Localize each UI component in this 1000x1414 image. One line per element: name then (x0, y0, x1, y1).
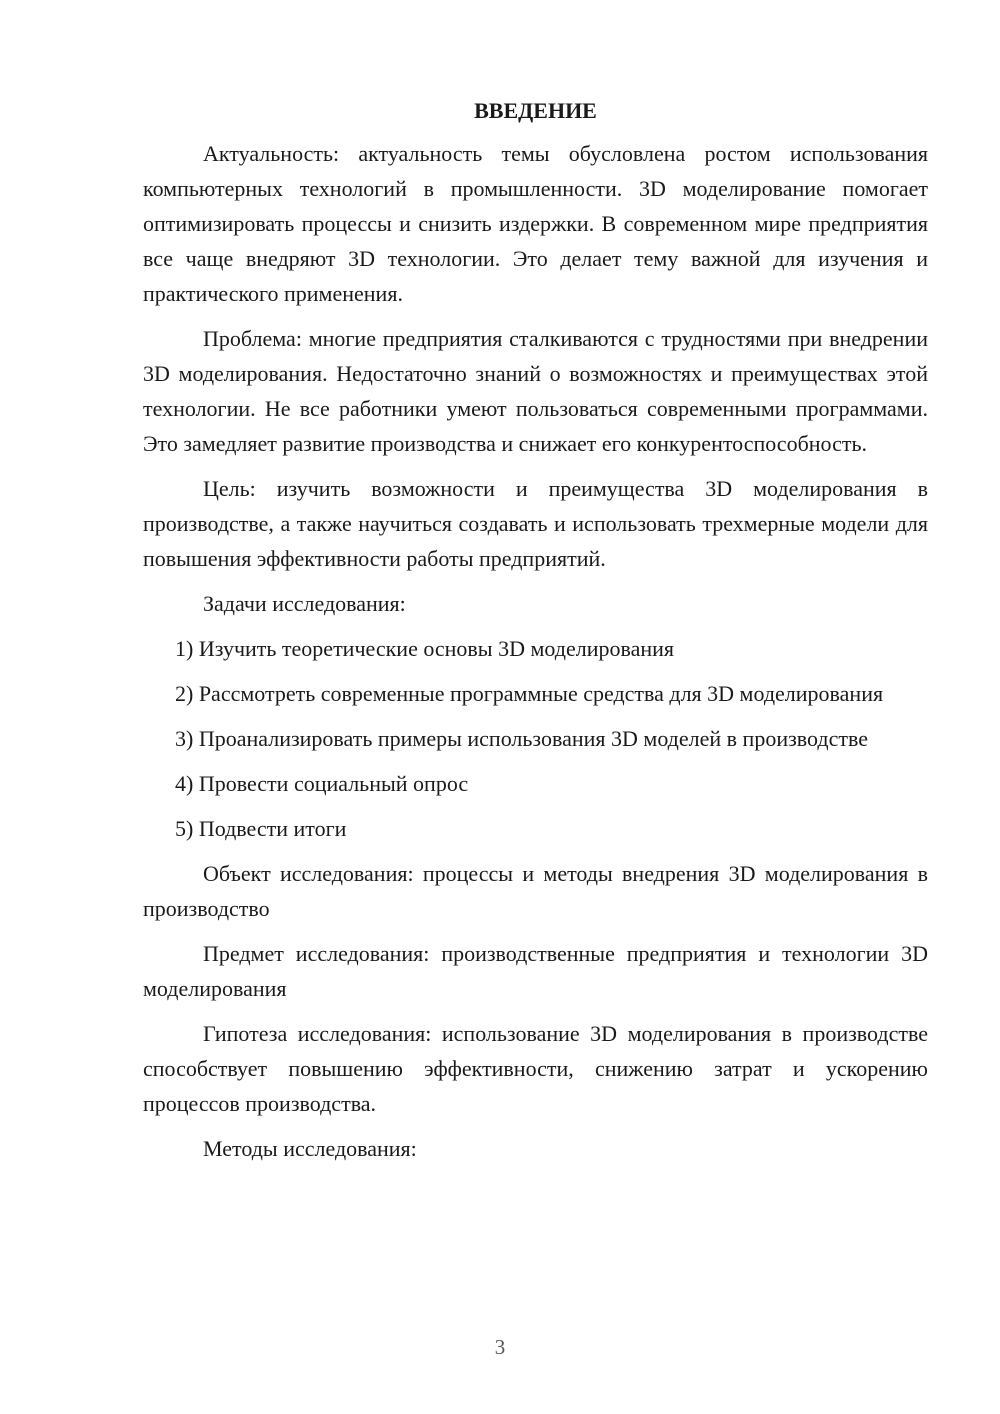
paragraph-object: Объект исследования: процессы и методы внедрения 3D моделирования в производство (143, 861, 928, 921)
paragraph-methods: Методы исследования: (203, 1136, 417, 1161)
page-content (143, 92, 928, 1176)
task-item-3: 3) Проанализировать примеры использования 3D моделей в производстве (175, 726, 868, 751)
paragraph-subject: Предмет исследования: производственные предприятия и технологии 3D моделирования (143, 941, 928, 1001)
page-number: 3 (494, 1335, 506, 1359)
paragraph-hypothesis: Гипотеза исследования: использование 3D моделирования в производстве способствует повышению эффективности, снижению затрат и ускорению процессов производства. (143, 1021, 928, 1116)
paragraph-goal: Цель: изучить возможности и преимущества 3D моделирования в производстве, а также научиться создавать и использовать трехмерные модели для повышения эффективности работы предприятий. (143, 476, 928, 571)
paragraph-relevance: Актуальность: актуальность темы обусловлена ростом использования компьютерных технологий в промышленности. 3D моделирование помогает оптимизировать процессы и снизить издержки. В современном мире предприятия все чаще внедряют 3D технологии. Это делает тему важной для изучения и практического применения. (143, 141, 928, 306)
task-item-1: 1) Изучить теоретические основы 3D моделирования (175, 636, 674, 661)
task-item-4: 4) Провести социальный опрос (175, 771, 469, 796)
task-item-5: 5) Подвести итоги (175, 816, 347, 841)
task-item-2: 2) Рассмотреть современные программные средства для 3D моделирования (175, 681, 884, 706)
paragraph-problem: Проблема: многие предприятия сталкиваются с трудностями при внедрении 3D моделирования. Недостаточно знаний о возможностях и преимуществах этой технологии. Не все работники умеют пользоваться современными программами. Это замедляет развитие производства и снижает его конкурентоспособность. (143, 326, 928, 456)
paragraph-tasks-heading: Задачи исследования: (203, 591, 406, 616)
section-title: ВВЕДЕНИЕ (474, 98, 597, 123)
